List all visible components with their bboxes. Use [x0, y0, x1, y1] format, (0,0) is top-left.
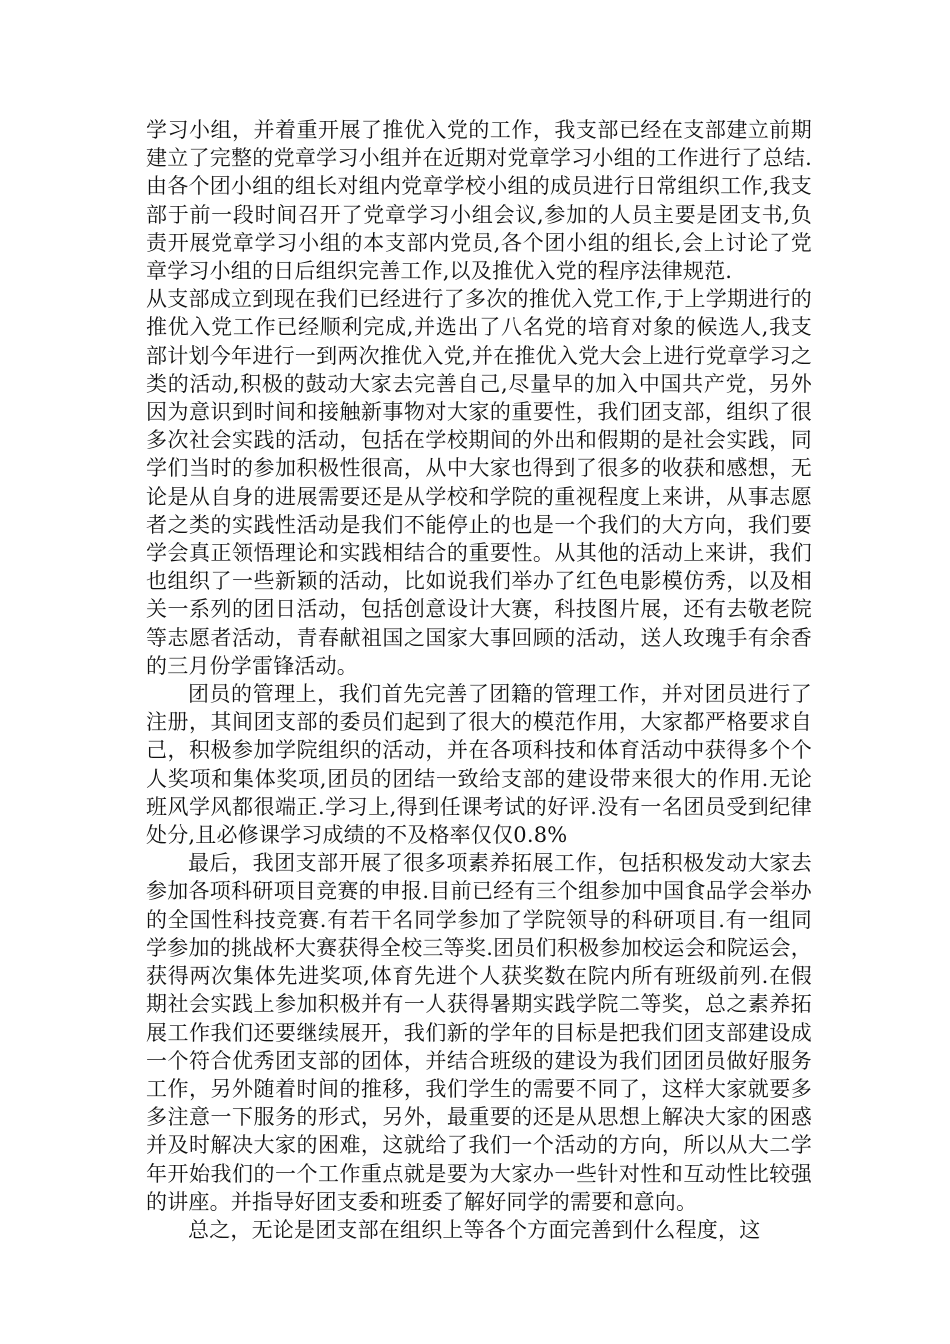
paragraph-quality-expansion: 最后，我团支部开展了很多项素养拓展工作，包括积极发动大家去参加各项科研项目竞赛的申报.目前已经有三个组参加中国食品学会举办的全国性科技竞赛.有若干名同学参加了学院领导的科研项目.有一组同学参加的挑战杯大赛获得全校三等奖.团员们积极参加校运会和院运会，获得两次集体先进奖项,体育先进个人获奖数在院内所有班级前列.在假期社会实践上参加积极并有一人获得暑期实践学院二等奖，总之素养拓展工作我们还要继续展开，我们新的学年的目标是把我们团支部建设成一个符合优秀团支部的团体，并结合班级的建设为我们团团员做好服务工作，另外随着时间的推移，我们学生的需要不同了，这样大家就要多多注意一下服务的形式，另外，最重要的还是从思想上解决大家的困惑并及时解决大家的困难，这就给了我们一个活动的方向，所以从大二学年开始我们的一个工作重点就是要为大家办一些针对性和互动性比较强的讲座。并指导好团支委和班委了解好同学的需要和意向。 [146, 851, 812, 1214]
paragraph-summary: 总之，无论是团支部在组织上等各个方面完善到什么程度，这 [188, 1217, 761, 1242]
paragraph-study-group: 学习小组，并着重开展了推优入党的工作，我支部已经在支部建立前期建立了完整的党章学习小组并在近期对党章学习小组的工作进行了总结.由各个团小组的组长对组内党章学校小组的成员进行日常组织工作,我支部于前一段时间召开了党章学习小组会议,参加的人员主要是团支书,负责开展党章学习小组的本支部内党员,各个团小组的组长,会上讨论了党章学习小组的日后组织完善工作,以及推优入党的程序法律规范. [146, 118, 812, 284]
paragraph-member-management: 团员的管理上，我们首先完善了团籍的管理工作，并对团员进行了注册，其间团支部的委员们起到了很大的模范作用，大家都严格要求自己，积极参加学院组织的活动，并在各项科技和体育活动中获得多个个人奖项和集体奖项,团员的团结一致给支部的建设带来很大的作用.无论班风学风都很端正.学习上,得到任课考试的好评.没有一名团员受到纪律处分,且必修课学习成绩的不及格率仅仅0.8% [146, 682, 812, 848]
paragraph-party-recommendation: 从支部成立到现在我们已经进行了多次的推优入党工作,于上学期进行的推优入党工作已经顺利完成,并选出了八名党的培育对象的候选人,我支部计划今年进行一到两次推优入党,并在推优入党大会上进行党章学习之类的活动,积极的鼓动大家去完善自己,尽量早的加入中国共产党，另外因为意识到时间和接触新事物对大家的重要性，我们团支部，组织了很多次社会实践的活动，包括在学校期间的外出和假期的是社会实践，同学们当时的参加积极性很高，从中大家也得到了很多的收获和感想，无论是从自身的进展需要还是从学校和学院的重视程度上来讲，从事志愿者之类的实践性活动是我们不能停止的也是一个我们的大方向，我们要学会真正领悟理论和实践相结合的重要性。从其他的活动上来讲，我们也组织了一些新颖的活动，比如说我们举办了红色电影模仿秀，以及相关一系列的团日活动，包括创意设计大赛，科技图片展，还有去敬老院等志愿者活动，青春献祖国之国家大事回顾的活动，送人玫瑰手有余香的三月份学雷锋活动。 [146, 287, 812, 678]
document-body [146, 116, 812, 1244]
